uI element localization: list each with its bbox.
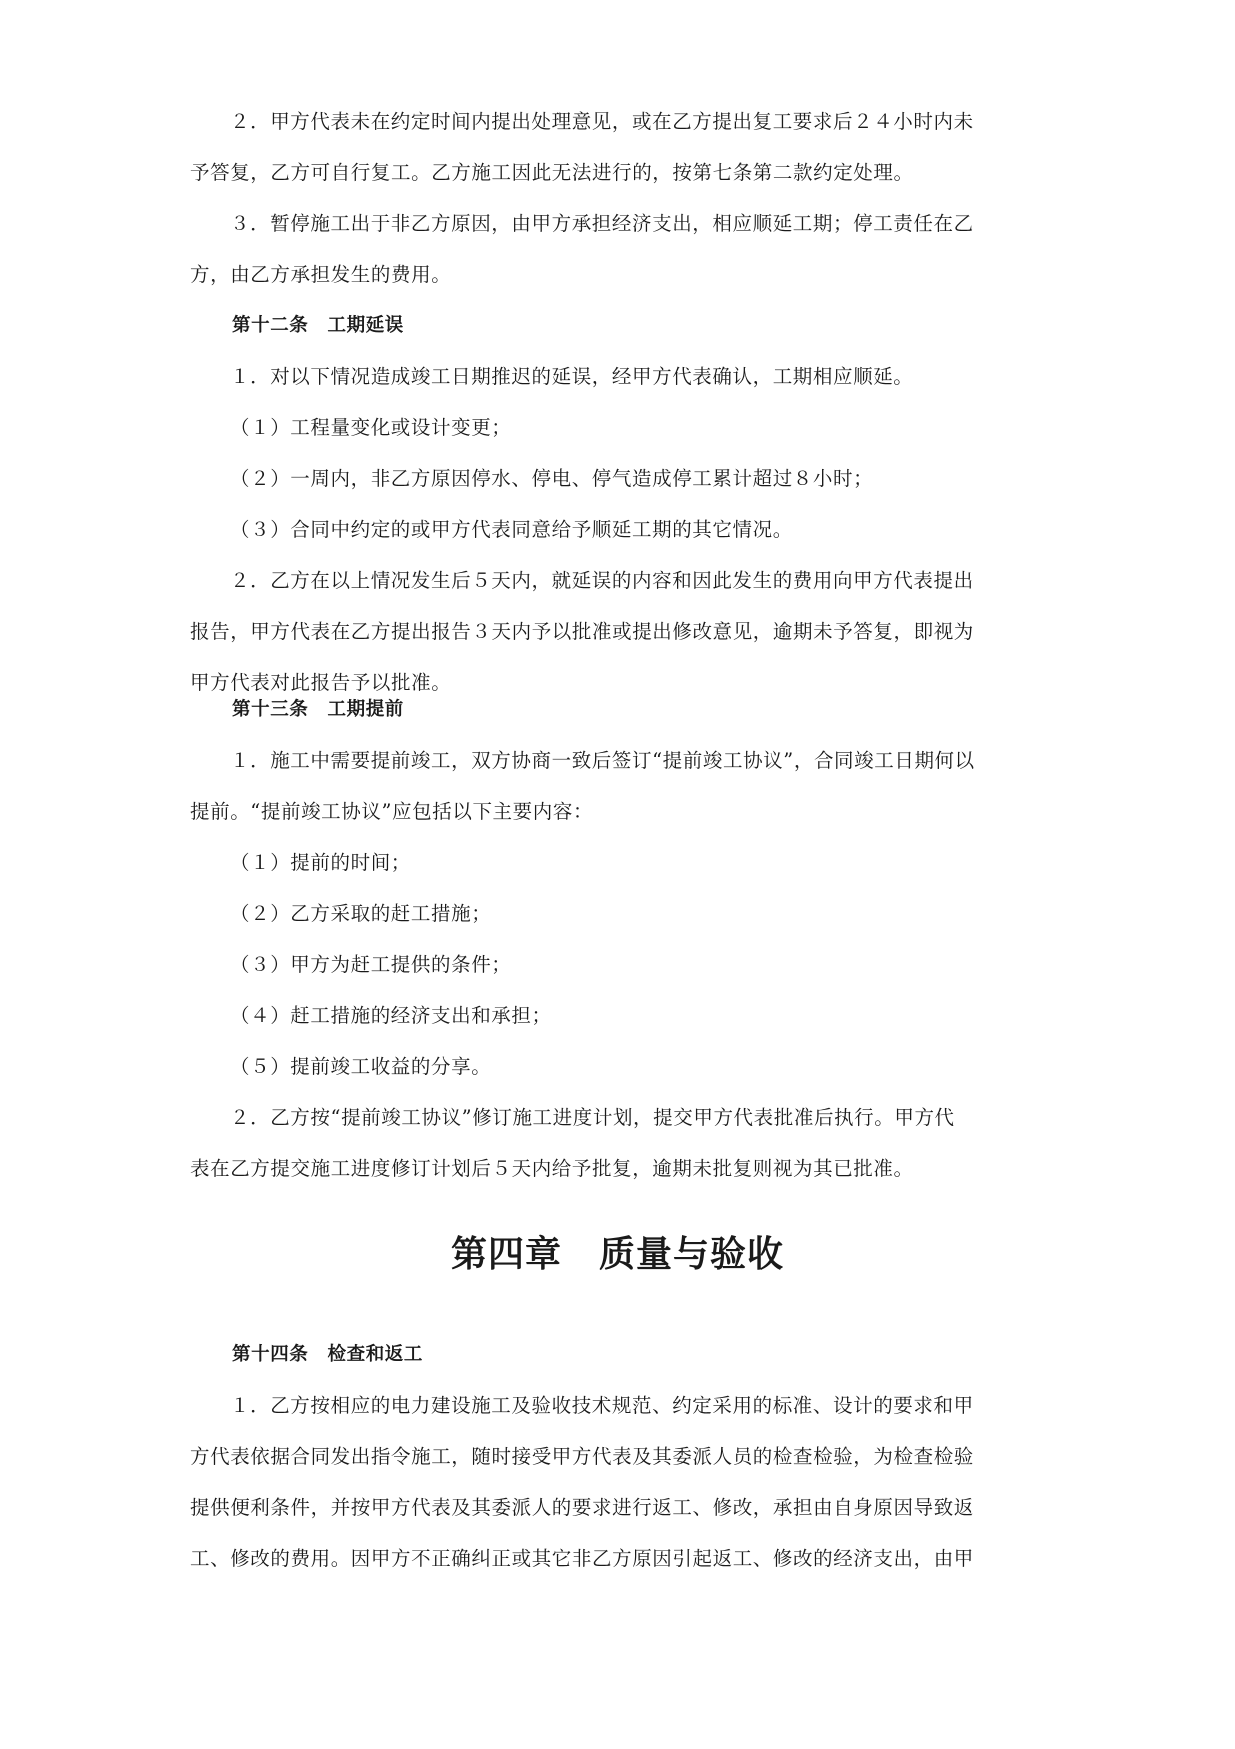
paragraph-line: 提供便利条件，并按甲方代表及其委派人的要求进行返工、修改，承担由自身原因导致返 [190, 1496, 974, 1519]
article-14 [190, 1329, 1050, 1584]
paragraph-1 [190, 351, 1050, 402]
article-heading: 第十四条 检查和返工 [232, 1344, 424, 1365]
paragraph-line: 方，由乙方承担发生的费用。 [190, 263, 452, 286]
list-item: （１）工程量变化或设计变更； [230, 416, 512, 439]
list-item: （４）赶工措施的经济支出和承担； [230, 1004, 552, 1027]
paragraph-line: 报告，甲方代表在乙方提出报告３天内予以批准或提出修改意见，逾期未予答复，即视为 [190, 620, 974, 643]
paragraph-line: 提前。“提前竣工协议”应包括以下主要内容： [190, 800, 594, 823]
paragraph-line: 予答复，乙方可自行复工。乙方施工因此无法进行的，按第七条第二款约定处理。 [190, 161, 914, 184]
list-item: （２）一周内，非乙方原因停水、停电、停气造成停工累计超过８小时； [230, 467, 874, 490]
paragraph-line: ２．乙方在以上情况发生后５天内，就延误的内容和因此发生的费用向甲方代表提出 [230, 569, 974, 592]
list-item: （３）甲方为赶工提供的条件； [230, 953, 512, 976]
article-heading: 第十二条 工期延误 [232, 315, 404, 336]
paragraph-line: 表在乙方提交施工进度修订计划后５天内给予批复，逾期未批复则视为其已批准。 [190, 1157, 914, 1180]
list-item: （５）提前竣工收益的分享。 [230, 1055, 492, 1078]
article-13 [190, 684, 1050, 1194]
paragraph-line: １．对以下情况造成竣工日期推迟的延误，经甲方代表确认，工期相应顺延。 [230, 365, 914, 388]
list-item: （３）合同中约定的或甲方代表同意给予顺延工期的其它情况。 [230, 518, 793, 541]
paragraph-line: 甲方代表对此报告予以批准。 [190, 671, 452, 694]
section-suspension-continued [190, 96, 1050, 300]
paragraph-2 [190, 96, 1050, 198]
chapter-title: 第四章 质量与验收 [450, 1234, 784, 1275]
paragraph-3 [190, 198, 1050, 300]
paragraph-line: 方代表依据合同发出指令施工，随时接受甲方代表及其委派人员的检查检验，为检查检验 [190, 1445, 974, 1468]
article-heading: 第十三条 工期提前 [232, 699, 404, 720]
paragraph-line: １．施工中需要提前竣工，双方协商一致后签订“提前竣工协议”，合同竣工日期何以 [230, 749, 975, 772]
paragraph-line: １．乙方按相应的电力建设施工及验收技术规范、约定采用的标准、设计的要求和甲 [230, 1394, 974, 1417]
paragraph-line: ２．甲方代表未在约定时间内提出处理意见，或在乙方提出复工要求后２４小时内未 [230, 110, 974, 133]
paragraph-1 [190, 735, 1050, 837]
paragraph-line: ２．乙方按“提前竣工协议”修订施工进度计划，提交甲方代表批准后执行。甲方代 [230, 1106, 955, 1129]
article-12 [190, 300, 1050, 708]
paragraph-1 [190, 1380, 1050, 1584]
paragraph-2 [190, 1092, 1050, 1194]
list-item: （２）乙方采取的赶工措施； [230, 902, 492, 925]
paragraph-line: ３．暂停施工出于非乙方原因，由甲方承担经济支出，相应顺延工期；停工责任在乙 [230, 212, 974, 235]
list-item: （１）提前的时间； [230, 851, 411, 874]
paragraph-line: 工、修改的费用。因甲方不正确纠正或其它非乙方原因引起返工、修改的经济支出，由甲 [190, 1547, 974, 1570]
